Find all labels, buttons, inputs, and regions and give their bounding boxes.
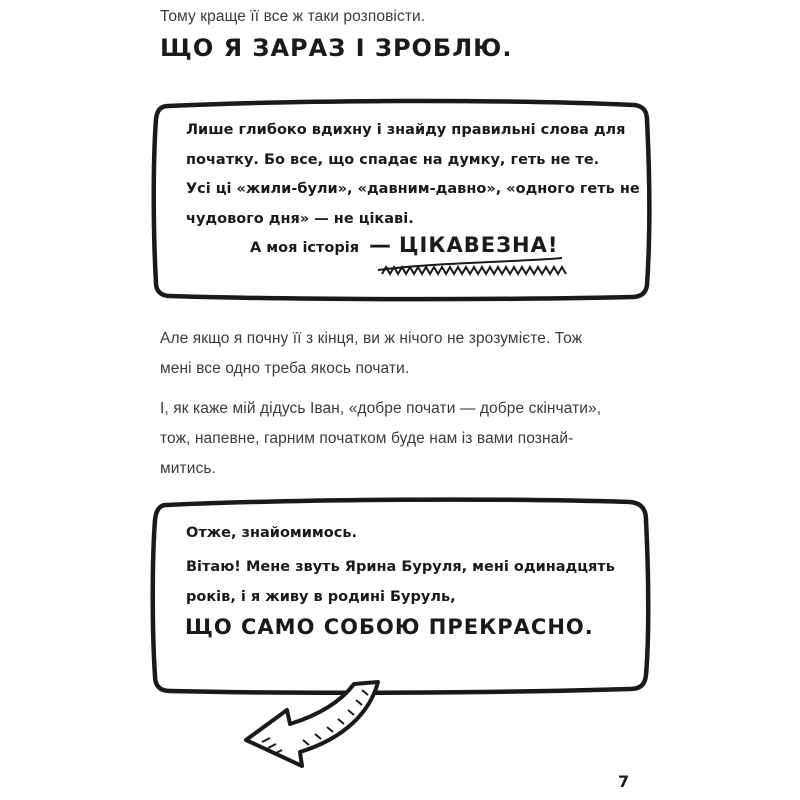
speech-box-2-emphasis: ЩО САМО СОБОЮ ПРЕКРАСНО. — [185, 615, 594, 639]
paragraph-line: мені все одно треба якось почати. — [160, 360, 410, 377]
story-dash: — — [369, 233, 392, 258]
story-emphasis: ЦІКАВЕЗНА! — [399, 233, 559, 257]
box1-line: чудового дня» — не цікаві. — [186, 210, 414, 227]
speech-box-2-text — [186, 553, 615, 612]
page-number: 7 — [618, 772, 630, 791]
story-label: А моя історія — [250, 240, 360, 256]
intro-line: Тому краще її все ж таки розповісти. — [160, 8, 426, 25]
paragraph-line: митись. — [160, 460, 216, 477]
page-heading: ЩО Я ЗАРАЗ І ЗРОБЛЮ. — [160, 34, 513, 62]
box1-line: початку. Бо все, що спадає на думку, геть не те. — [186, 151, 600, 168]
box1-line: Усі ці «жили-були», «давним-давно», «одного геть не — [186, 181, 640, 197]
box2-line: Вітаю! Мене звуть Ярина Буруля, мені одинадцять — [186, 559, 615, 575]
paragraph-1 — [160, 324, 582, 384]
scribble-underline — [382, 267, 566, 274]
box1-line: Лише глибоко вдихну і знайду правильні слова для — [186, 122, 626, 138]
paragraph-2 — [160, 394, 601, 484]
story-callout — [250, 233, 558, 258]
paragraph-line: І, як каже мій дідусь Іван, «добре почати — добре скінчати», — [160, 400, 602, 417]
speech-box-1-text — [186, 116, 640, 234]
box2-line: років, і я живу в родині Буруль, — [186, 588, 456, 605]
paragraph-line: Але якщо я почну її з кінця, ви ж нічого не зрозумієте. Тож — [160, 330, 583, 347]
speech-box-2-intro: Отже, знайомимось. — [186, 525, 357, 541]
paragraph-line: тож, напевне, гарним початком буде нам із вами познай- — [160, 430, 574, 447]
